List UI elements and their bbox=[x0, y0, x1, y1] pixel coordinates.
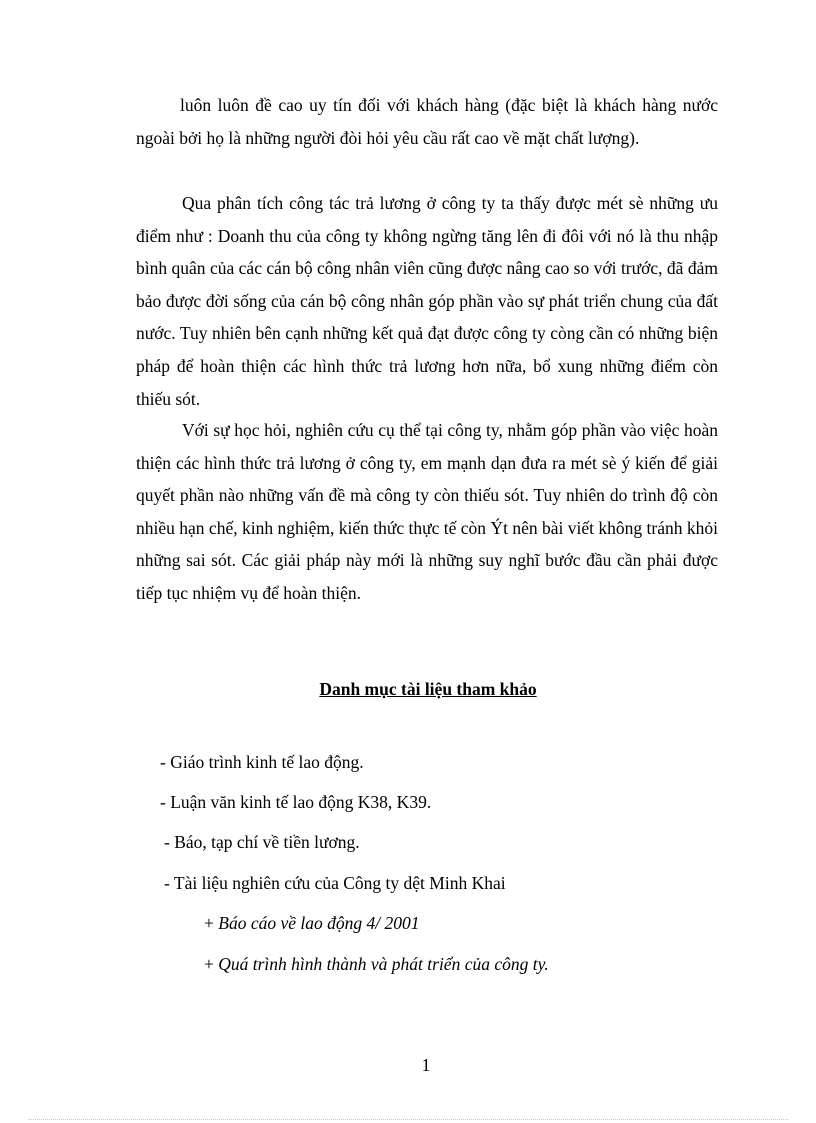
reference-item: - Tài liệu nghiên cứu của Công ty dệt Minh Khai bbox=[164, 873, 506, 893]
reference-sub-item bbox=[204, 954, 549, 975]
reference-sub-item-text: Báo cáo về lao động 4/ 2001 bbox=[218, 913, 420, 933]
body-paragraph: luôn luôn đề cao uy tín đối với khách hàng (đặc biệt là khách hàng nước ngoài bởi họ là những người đòi hỏi yêu cầu rất cao về mặt chất lượng). bbox=[136, 95, 718, 148]
plus-marker: + bbox=[204, 913, 214, 933]
reference-sub-item-text: Quá trình hình thành và phát triển của công ty. bbox=[218, 954, 549, 974]
plus-marker: + bbox=[204, 954, 214, 974]
reference-sub-item bbox=[204, 913, 419, 934]
page-number: 1 bbox=[421, 1055, 431, 1075]
body-paragraph: Với sự học hỏi, nghiên cứu cụ thể tại công ty, nhằm góp phần vào việc hoàn thiện các hình thức trả lương ở công ty, em mạnh dạn đưa ra mét sè ý kiến để giải quyết phần nào những vấn đề mà công ty còn thiếu sót. Tuy nhiên do trình độ còn nhiều hạn chế, kinh nghiệm, kiến thức thực tế còn Ýt nên bài viết không tránh khỏi những sai sót. Các giải pháp này mới là những suy nghĩ bước đầu cần phải được tiếp tục nhiệm vụ để hoàn thiện. bbox=[136, 420, 718, 603]
body-paragraph: Qua phân tích công tác trả lương ở công ty ta thấy được mét sè những ưu điểm như : Doanh thu của công ty không ngừng tăng lên đi đôi với nó là thu nhập bình quân của các cán bộ công nhân viên cũng được nâng cao so với trước, đã đảm bảo được đời sống của cán bộ công nhân góp phần vào sự phát triển chung của đất nước. Tuy nhiên bên cạnh những kết quả đạt được công ty còng cần có những biện pháp để hoàn thiện các hình thức trả lương hơn nữa, bổ xung những điểm còn thiếu sót. bbox=[136, 193, 718, 409]
reference-item: - Báo, tạp chí về tiền lương. bbox=[164, 832, 360, 852]
footer-divider bbox=[28, 1119, 788, 1120]
reference-item: - Giáo trình kinh tế lao động. bbox=[160, 752, 364, 772]
reference-item: - Luận văn kinh tế lao động K38, K39. bbox=[160, 792, 432, 812]
references-heading: Danh mục tài liệu tham khảo bbox=[319, 679, 537, 699]
